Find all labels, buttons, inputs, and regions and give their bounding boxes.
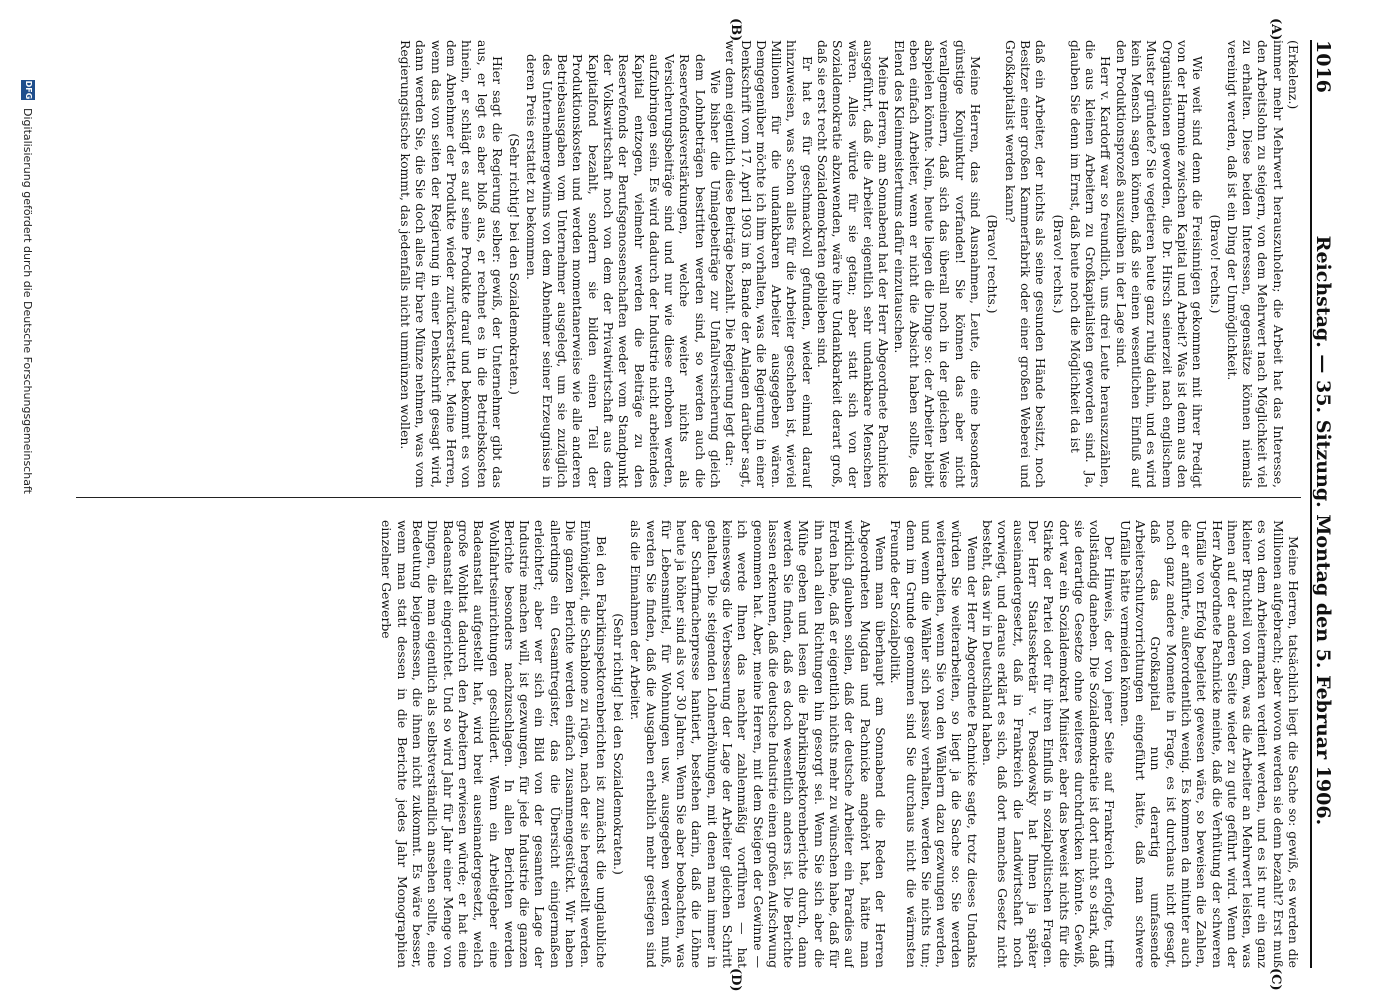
paragraph: Meine Herren, das sind Ausnahmen, Leute, die eine besonders günstige Konjunktur vorfanden! Sie können das aber nicht verallgemeinern, daß sich das überall noch in der gleichen Weise abspielen könnte. Nein, heute liegen die Dinge so: der Arbeiter bleibt eben einfach Arbeiter, wenn er nicht die Absicht haben sollte, das Elend des Kleinmeistertums dafür einzutauschen. xyxy=(891,40,984,488)
margin-letter-d: (D) xyxy=(728,968,743,992)
interjection: (Bravo! rechts.) xyxy=(1050,214,1066,314)
margin-letter-a: (A) xyxy=(1268,18,1283,41)
paragraph: Wenn der Herr Abgeordnete Pachnicke sagte, trotz dieses Undanks würden Sie weiterarbeiten, so liegt ja die Sache so: Sie werden weiterarbeiten, wenn Sie von den Wählern dazu gezwungen werden, und wenn die Wähler sich passiv verhalten, werden Sie nichts tun; denn im Grunde genommen sind Sie durchaus nicht die wärmsten Freunde der Sozialpolitik. xyxy=(888,520,980,968)
column-divider xyxy=(76,497,1301,498)
paragraph: Bei den Fabrikinspektorenberichten ist zunächst die unglaubliche Eintönigkeit, die Schablone zu rügen, nach der sie hergestellt werden. Die ganzen Berichte werden einfach zusammengestückt. Wir haben allerdings ein Gesamtregister, das die Übersicht einigermaßen erleichtert; aber wer sich ein Bild von der gesamten Lage der Industrie machen will, ist gezwungen, für jede Industrie die ganzen Berichte besonders nachzuschlagen. In allen Berichten werden Wohlfahrtseinrichtungen geschildert. Wenn ein Arbeitgeber eine Badeanstalt aufgestellt hat, wird breit auseinandergesetzt, welch große Wohltat dadurch den Arbeitern erwiesen würde; er hat eine Badeanstalt eingerichtet. Und so wird Jahr für Jahr einer Menge von Dingen, die man eigentlich als selbstverständlich ansehen sollte, eine Bedeutung beigemessen, die ihnen nicht zukommt. Es wäre besser, wenn man statt dessen in die Berichte jedes Jahr Monographien einzelner Gewerbe xyxy=(379,520,609,968)
paragraph: Hier sagt die Regierung selber: gewiß, der Unternehmer gibt das aus, er legt es aber bloß aus, er rechnet es in die Betriebskosten hinein, er schlägt es auf seine Produkte drauf und bekommt es von dem Abnehmer der Produkte wieder zurückerstattet. Meine Herren, wenn das von seiten der Regierung in einer Denkschrift gesagt wird, dann werden Sie, die Sie doch alles für bare Münze nehmen, was vom Regierungstische kommt, das jedenfalls nicht ummünzen wollen. xyxy=(398,40,505,488)
paragraph: Er hat es für geschmackvoll gefunden, wieder einmal darauf hinzuweisen, was schon alles für die Arbeiter geschehen ist, wieviel Millionen für die undankbaren Arbeiter ausgegeben wären. Demgegenüber möchte ich ihm vorhalten, was die Regierung in einer Denkschrift vom 17. April 1903 im 8. Bande der Anlagen darüber sagt, wer denn eigentlich diese Beiträge bezahlt. Die Regierung legt dar: xyxy=(723,40,815,488)
paragraph: Meine Herren, tatsächlich liegt die Sache so: gewiß, es werden die Millionen aufgebracht; aber wovon werden sie denn bezahlt? Erst muß es von dem Arbeitermarken verdient werden, und es ist nur ein ganz kleiner Bruchteil von dem, was die Arbeiter an Mehrwert leisten, was ihnen auf der anderen Seite wieder zu gute geführt wird. Wenn der Herr Abgeordnete Pachnicke meinte, daß die Verhütung der schweren Unfälle von Erfolg begleitet gewesen wäre, so beweisen die Zahlen, die er anführte, außerordentlich wenig. Es kommen da mitunter auch noch ganz andere Momente in Frage, es ist durchaus nicht gesagt, daß das Großkapital nun derartig umfassende Arbeiterschutzvorrichtungen eingeführt hätte, daß man schwere Unfälle hätte vermeiden können. xyxy=(1117,520,1301,968)
paragraph: Meine Herren, am Sonnabend hat der Herr Abgeordnete Pachnicke ausgeführt, daß die Arbeiter eigentlich sehr undankbare Menschen wären. Alles würde für sie getan; aber statt sich von der Sozialdemokratie abzuwenden, wäre ihre Undankbarkeit derart groß, daß sie erst recht Sozialdemokraten geblieben sind. xyxy=(815,40,892,488)
left-column xyxy=(86,40,1301,488)
credit-text: Digitalisierung gefördert durch die Deutsche Forschungsgemeinschaft xyxy=(21,108,35,494)
paragraph: Herr v. Kardorff war so freundlich, uns drei Leute herauszuzählen, die aus kleinen Arbeitern zu Großkapitalisten geworden sind. Ja, glauben Sie denn im Ernst, daß heute noch die Möglichkeit da ist xyxy=(1067,40,1114,488)
right-column xyxy=(86,520,1301,968)
paragraph: Der Hinweis, der von jener Seite auf Frankreich erfolgte, trifft vollständig daneben. Die Sozialdemokratie ist dort nicht so stark, daß sie derartige Gesetze ohne weiteres durchdrücken könnte. Gewiß, dort war ein Sozialdemokrat Minister, aber das beweist nichts für die Stärke der Partei oder für ihren Einfluß in sozialpolitischen Fragen. Der Herr Staatssekretär v. Posadowsky hat Ihnen ja später auseinandergesetzt, daß in Frankreich die Landwirtschaft noch vorwiegt, und daraus erklärt es sich, daß dort manches Gesetz nicht besteht, das wir in Deutschland haben. xyxy=(980,520,1118,968)
page-number: 1016 xyxy=(1312,40,1334,93)
interjection: (Sehr richtig! bei den Sozialdemokraten.) xyxy=(507,133,523,395)
dfg-logo: DFG xyxy=(21,80,35,100)
margin-letter-c: (C) xyxy=(1268,968,1283,991)
paragraph: Wie weit sind denn die Freisinnigen gekommen mit ihrer Predigt von der Harmonie zwischen Kapital und Arbeit? Was ist denn aus den Organisationen geworden, die Dr. Hirsch seinerzeit nach englischem Muster gründete? Sie vegetieren heute ganz ruhig dahin, und es wird kein Mensch sagen können, daß sie einen wesentlichen Einfluß auf den Produktionsprozeß auszuüben in der Lage sind. xyxy=(1113,40,1206,488)
speaker-name: (Erkelenz.) xyxy=(1286,40,1301,110)
page-title: Reichstag. — 35. Sitzung. Montag den 5. Februar 1906. xyxy=(1312,235,1334,826)
margin-letter-b: (B) xyxy=(728,18,743,42)
page-header xyxy=(1310,40,1338,968)
interjection: (Sehr richtig! bei den Sozialdemokraten.) xyxy=(610,613,626,875)
paragraph: daß ein Arbeiter, der nichts als seine gesunden Hände besitzt, noch Besitzer einer großen Kammerfabrik oder einer großen Weberei und Großkapitalist werden kann? xyxy=(1002,40,1049,488)
interjection: (Bravo! rechts.) xyxy=(985,214,1001,314)
paragraph: immer mehr Mehrwert herauszuholen; die Arbeit hat das Interesse, den Arbeitslohn zu steigern, von dem Mehrwert nach Möglichkeit viel zu erhalten. Diese beiden Interessen, gegensätze können niemals vereinigt werden, daß ist ein Ding der Unmöglichkeit. xyxy=(1224,40,1286,488)
digitization-credit xyxy=(19,80,37,980)
interjection: (Bravo! rechts.) xyxy=(1207,214,1223,314)
paragraph: Wenn man überhaupt am Sonnabend die Reden der Herren Abgeordneten Mugdan und Pachnicke angehört hat, hätte man wirklich glauben sollen, daß der deutsche Arbeiter ein Paradies auf Erden habe, daß er eigentlich nichts mehr zu wünschen habe, daß für ihn nach allen Richtungen hin gesorgt sei. Wenn Sie sich aber die Mühe geben und lesen die Fabrikinspektorenberichte durch, dann werden Sie finden, daß es doch wesentlich anders ist. Die Berichte lassen erkennen, daß die deutsche Industrie einen großen Aufschwung genommen hat. Aber, meine Herren, mit dem Steigen der Gewinne — ich werde Ihnen das nachher zahlenmäßig vorführen — hat keineswegs die Verbesserung der Lage der Arbeiter gleichen Schritt gehalten. Die steigenden Lohnerhöhungen, mit denen man immer in der Scharfmacherpresse hantiert, bestehen darin, daß die Löhne heute ja höher sind als vor 30 Jahren. Wenn Sie aber beobachten, was für Lebensmittel, für Wohnungen usw. ausgegeben werden muß, werden Sie finden, daß die Ausgaben erheblich mehr gestiegen sind als die Einnahmen der Arbeiter. xyxy=(628,520,888,968)
quote-paragraph: Wie bisher die Umlagebeiträge zur Unfallversicherung gleich dem Lohnbeträgen bestritten werden sind, so werden auch die Reservefondsverstärkungen, welche weiter nichts als Versicherungsbeiträge sind und nur wie diese erhoben werden, aufzubringen sein. Es wird dadurch der Industrie nicht arbeitendes Kapital entzogen, vielmehr werden die Beiträge zu den Reservefonds der Berufsgenossenschaften weder vom Standpunkt der Volkswirtschaft noch von dem der Privatwirtschaft aus dem Kapitalfond bezahlt, sondern sie bilden einen Teil der Produktionskosten und werden momentanerweise wie alle anderen Betriebsausgaben vom Unternehmer ausgelegt, um sie zuzüglich des Unternehmergewinns von dem Abnehmer seiner Erzeugnisse in deren Preis erstattet zu bekommen. xyxy=(524,54,724,488)
